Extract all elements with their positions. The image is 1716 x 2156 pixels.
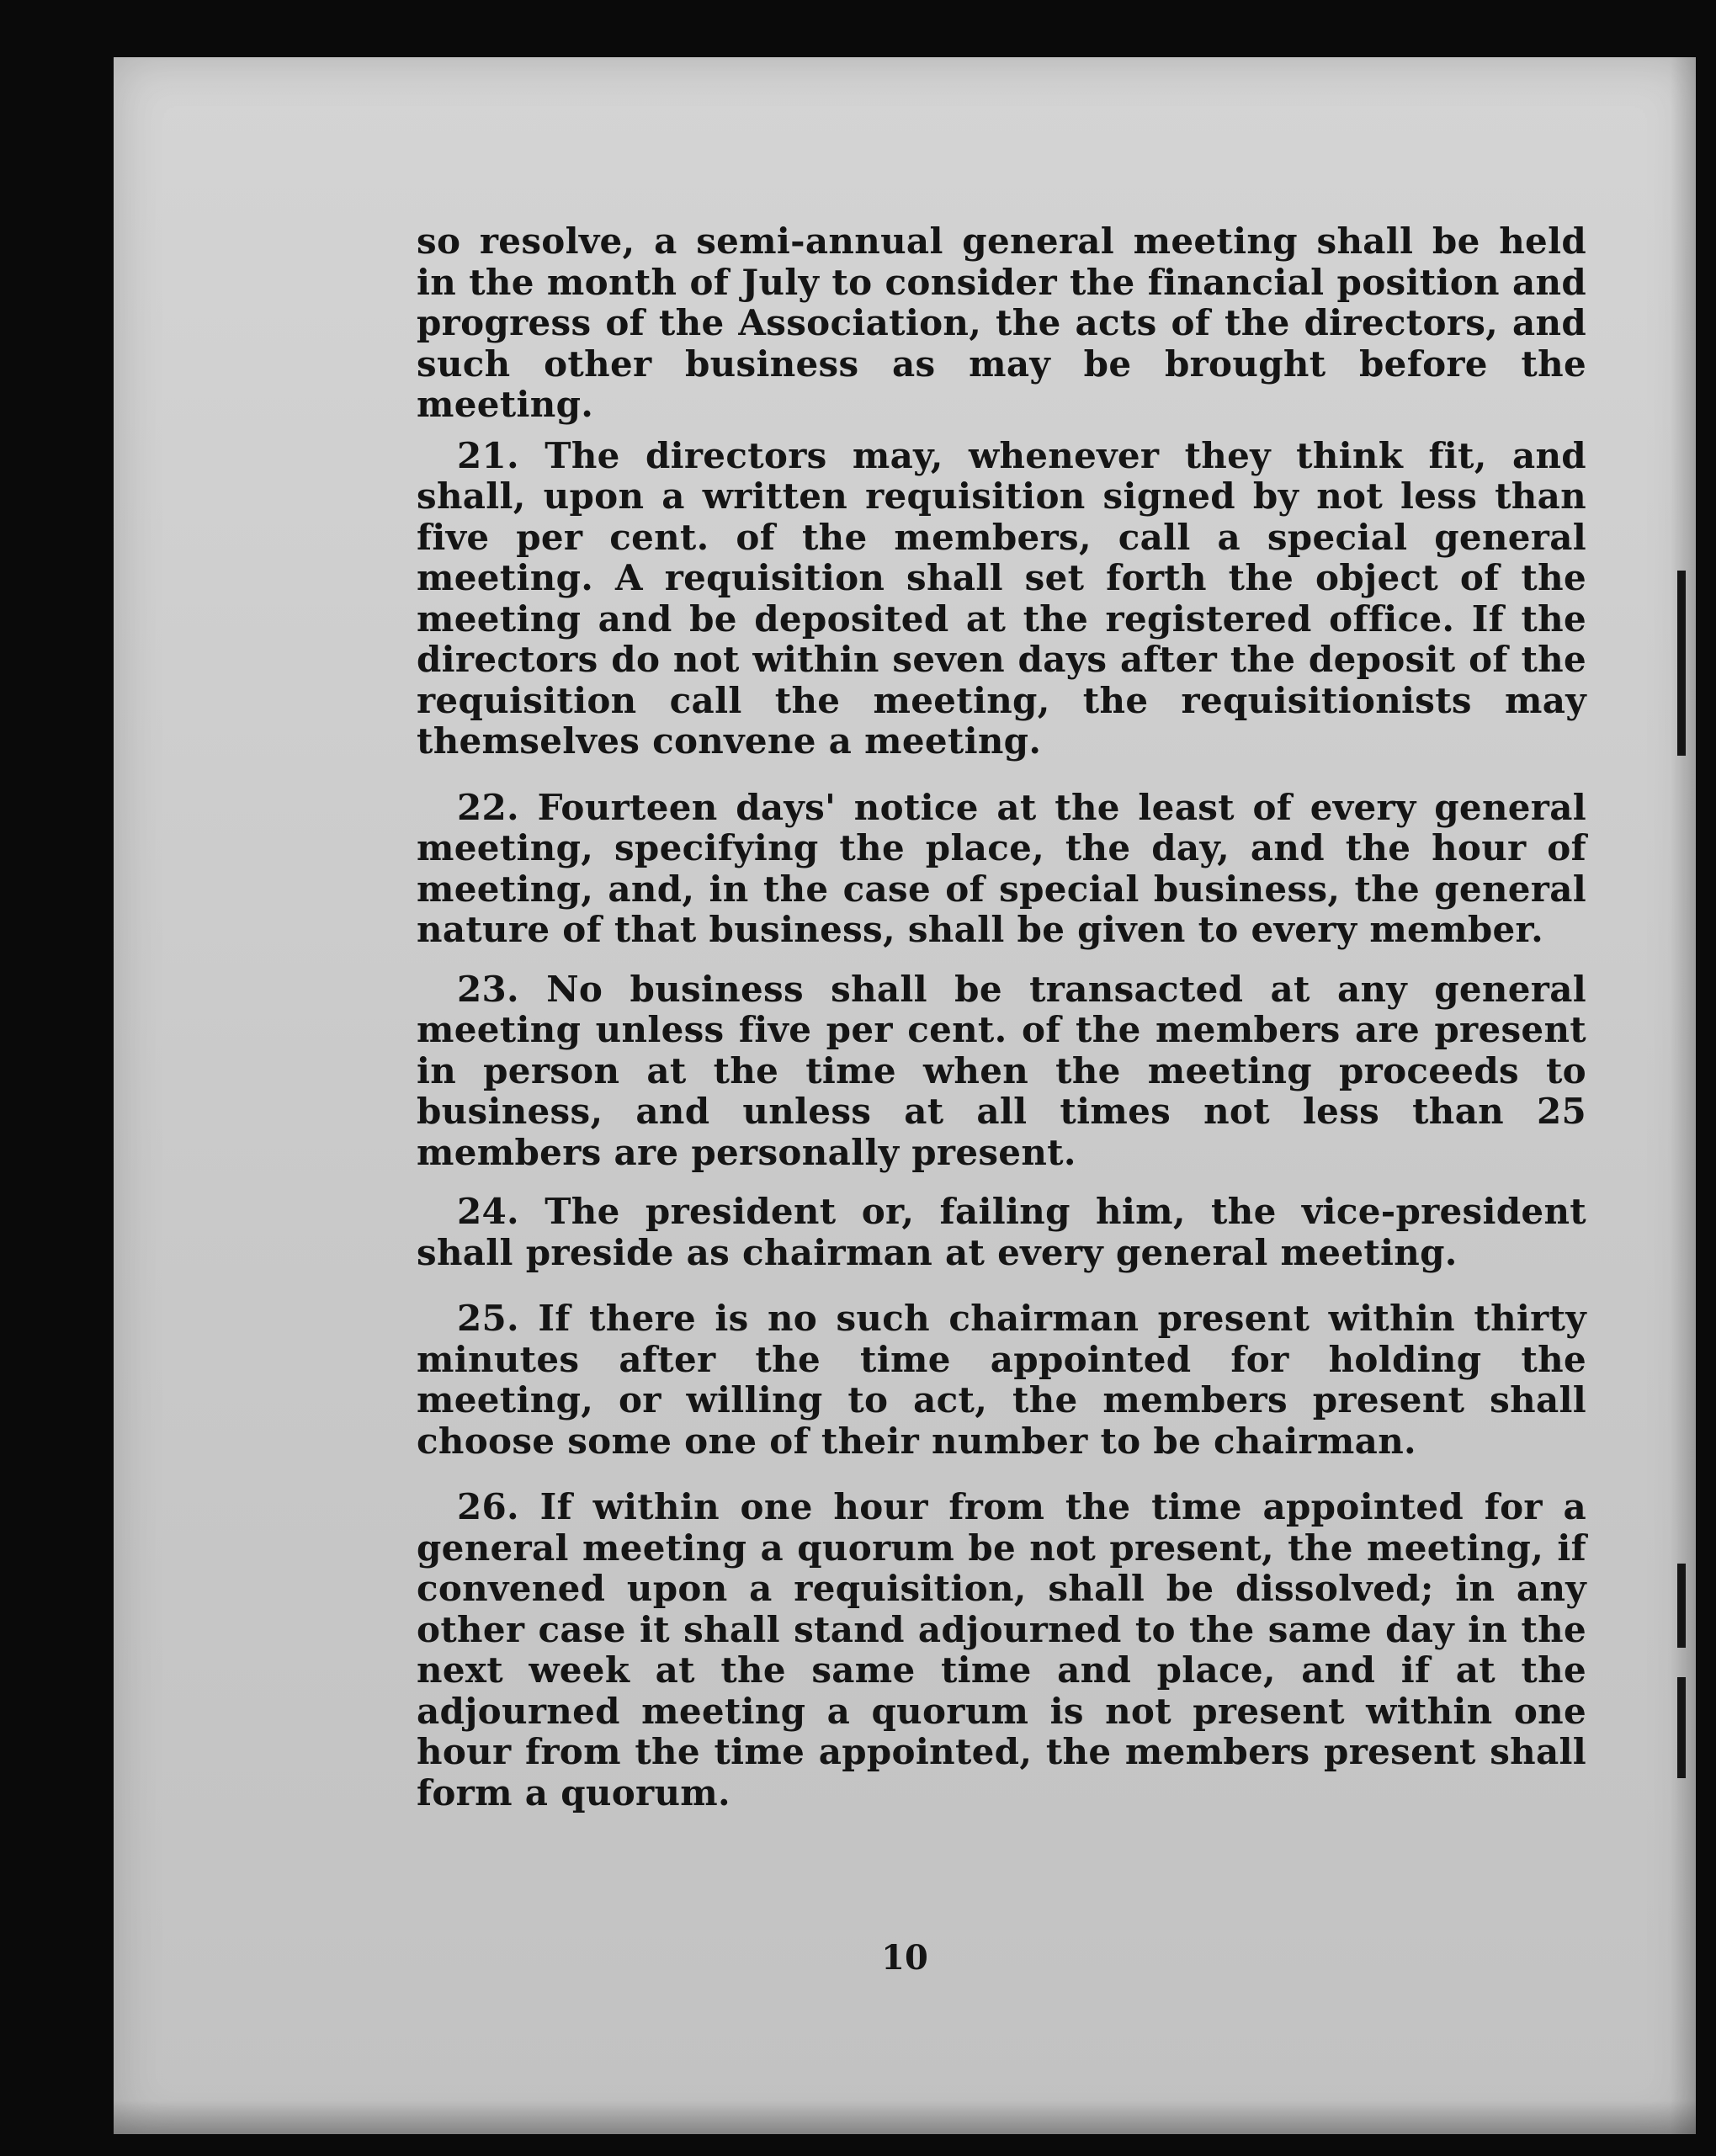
document-page	[114, 57, 1696, 2134]
page-number: 10	[881, 1938, 928, 1978]
paragraph-number: 25.	[457, 1298, 519, 1339]
paragraph-text: No business shall be transacted at any general meeting unless five per cent. of the members are present in person at the time when the meeting proceeds to business, and unless at all times not less than 25 members are personally present.	[417, 968, 1586, 1173]
paragraph-25	[417, 1298, 1586, 1462]
page-bottom-shadow	[114, 2100, 1696, 2134]
paragraph-number: 22.	[457, 786, 519, 828]
paragraph-text: If within one hour from the time appointed for a general meeting a quorum be not present, the meeting, if convened upon a requisition, shall be dissolved; in any other case it shall stand adjourned to the same day in the next week at the same time and place, and if at the adjourned meeting a quorum is not present within one hour from the time appointed, the members present shall form a quorum.	[417, 1486, 1586, 1813]
binding-mark-upper	[1677, 571, 1686, 756]
paragraph-23	[417, 969, 1586, 1174]
paragraph-continued	[417, 221, 1586, 426]
paragraph-number: 23.	[457, 968, 519, 1010]
paragraph-22	[417, 788, 1586, 951]
paragraph-text: The directors may, whenever they think fit, and shall, upon a written requisition signed by not less than five per cent. of the members, call a special general meeting. A requisition shall set forth the object of the meeting and be deposited at the registered office. If the directors do not within seven days after the deposit of the requisition call the meeting, the requisitionists may themselves convene a meeting.	[417, 434, 1586, 762]
paragraph-text: Fourteen days' notice at the least of every general meeting, specifying the place, the day, and the hour of meeting, and, in the case of special business, the general nature of that business, shall be given to every member.	[417, 786, 1586, 950]
binding-mark-lower-b	[1677, 1677, 1686, 1778]
paragraph-number: 21.	[457, 434, 519, 476]
paragraph-21	[417, 436, 1586, 762]
paragraph-number: 24.	[457, 1191, 519, 1232]
binding-mark-lower-a	[1677, 1564, 1686, 1648]
paragraph-text: so resolve, a semi-annual general meeting shall be held in the month of July to consider the financial position and progress of the Association, the acts of the directors, and such other business as may be brought before the meeting.	[417, 220, 1586, 425]
page-edge-shadow	[1671, 57, 1696, 2134]
paragraph-24	[417, 1192, 1586, 1273]
paragraph-text: The president or, failing him, the vice-president shall preside as chairman at every general meeting.	[417, 1191, 1586, 1273]
paragraph-number: 26.	[457, 1486, 519, 1527]
paragraph-text: If there is no such chairman present within thirty minutes after the time appointed for holding the meeting, or willing to act, the members present shall choose some one of their number to be chairman.	[417, 1298, 1586, 1462]
paragraph-26	[417, 1487, 1586, 1813]
body-text	[417, 221, 1586, 1813]
